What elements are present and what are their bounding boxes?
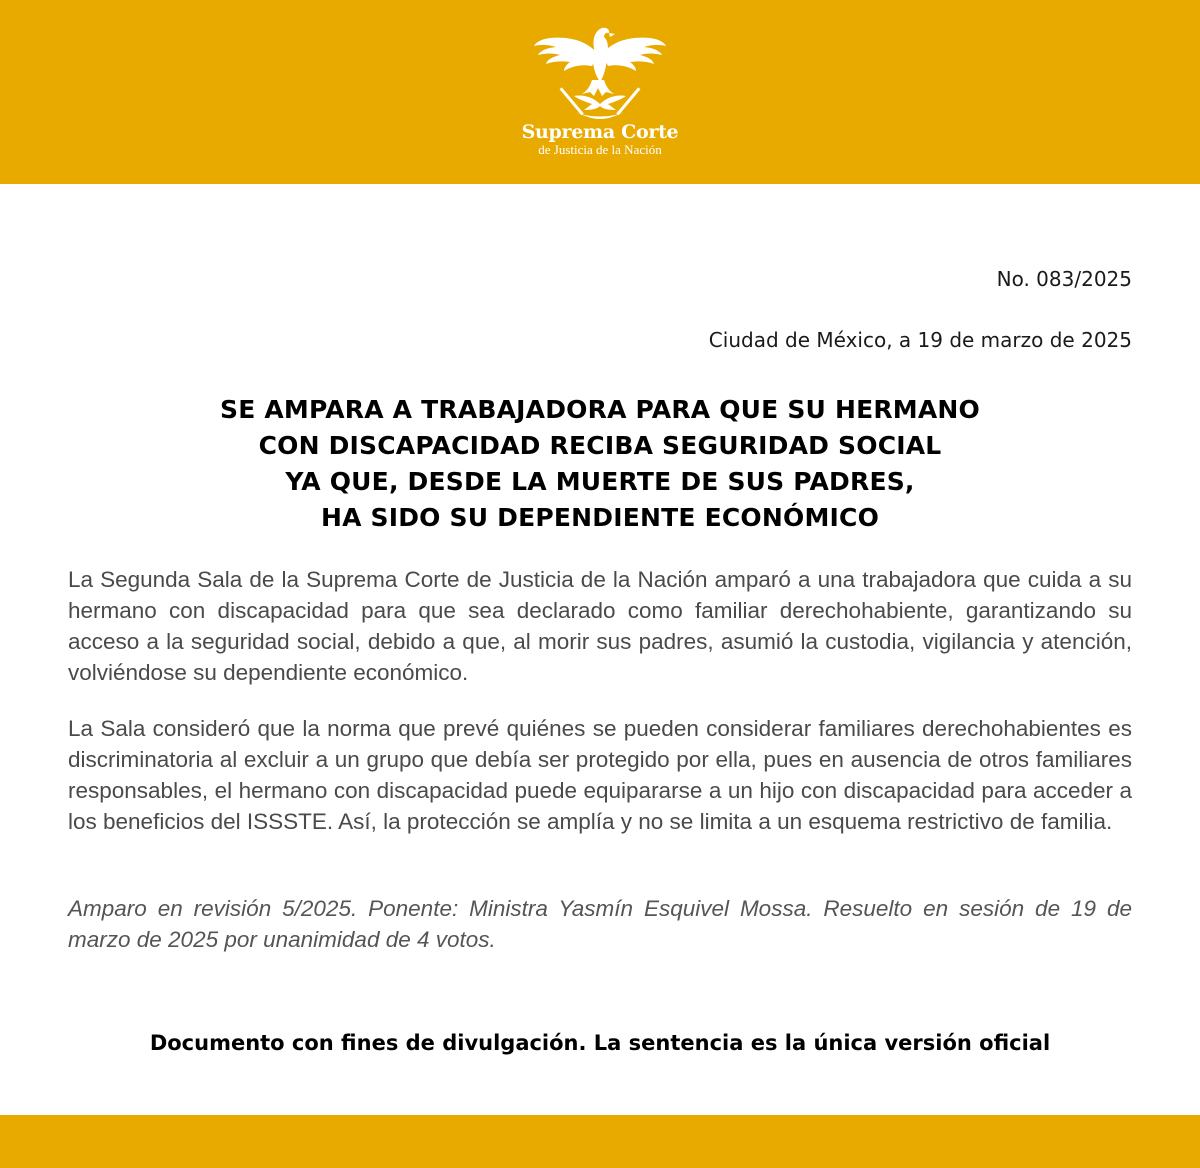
logo-subtitle: de Justicia de la Nación (538, 142, 662, 157)
headline-line: CON DISCAPACIDAD RECIBA SEGURIDAD SOCIAL (258, 431, 942, 460)
body-paragraph-1: La Segunda Sala de la Suprema Corte de Justicia de la Nación amparó a una trabajadora que cuida a su hermano con discapacidad para que sea declarado como familiar derechohabiente, garantizando su acceso a la seguridad social, debido a que, al morir sus padres, asumió la custodia, vigilancia y atención, volviéndose su dependiente económico. (68, 567, 1132, 685)
headline-line: YA QUE, DESDE LA MUERTE DE SUS PADRES, (285, 467, 915, 496)
body-paragraph-2: La Sala consideró que la norma que prevé quiénes se pueden considerar familiares derechohabientes es discriminatoria al excluir a un grupo que debía ser protegido por ella, pues en ausencia de otros familiares responsables, el hermano con discapacidad puede equipararse a un hijo con discapacidad para acceder a los beneficios del ISSSTE. Así, la protección se amplía y no se limita a un esquema restrictivo de familia. (68, 716, 1132, 834)
footer-band (0, 1115, 1200, 1168)
logo-title: Suprema Corte (521, 121, 679, 143)
headline-line: SE AMPARA A TRABAJADORA PARA QUE SU HERMANO (219, 395, 981, 424)
header-band (0, 0, 1200, 184)
headline-line: HA SIDO SU DEPENDIENTE ECONÓMICO (320, 503, 880, 532)
court-logo (500, 24, 700, 164)
headline (60, 392, 1140, 536)
case-reference: Amparo en revisión 5/2025. Ponente: Ministra Yasmín Esquivel Mossa. Resuelto en sesión de 19 de marzo de 2025 por unanimidad de 4 votos. (68, 896, 1132, 952)
press-release-number: No. 083/2025 (996, 267, 1132, 291)
disclaimer: Documento con fines de divulgación. La sentencia es la única versión oficial (149, 1031, 1051, 1055)
eagle-coat-of-arms-icon (532, 24, 668, 120)
place-and-date: Ciudad de México, a 19 de marzo de 2025 (708, 328, 1132, 352)
